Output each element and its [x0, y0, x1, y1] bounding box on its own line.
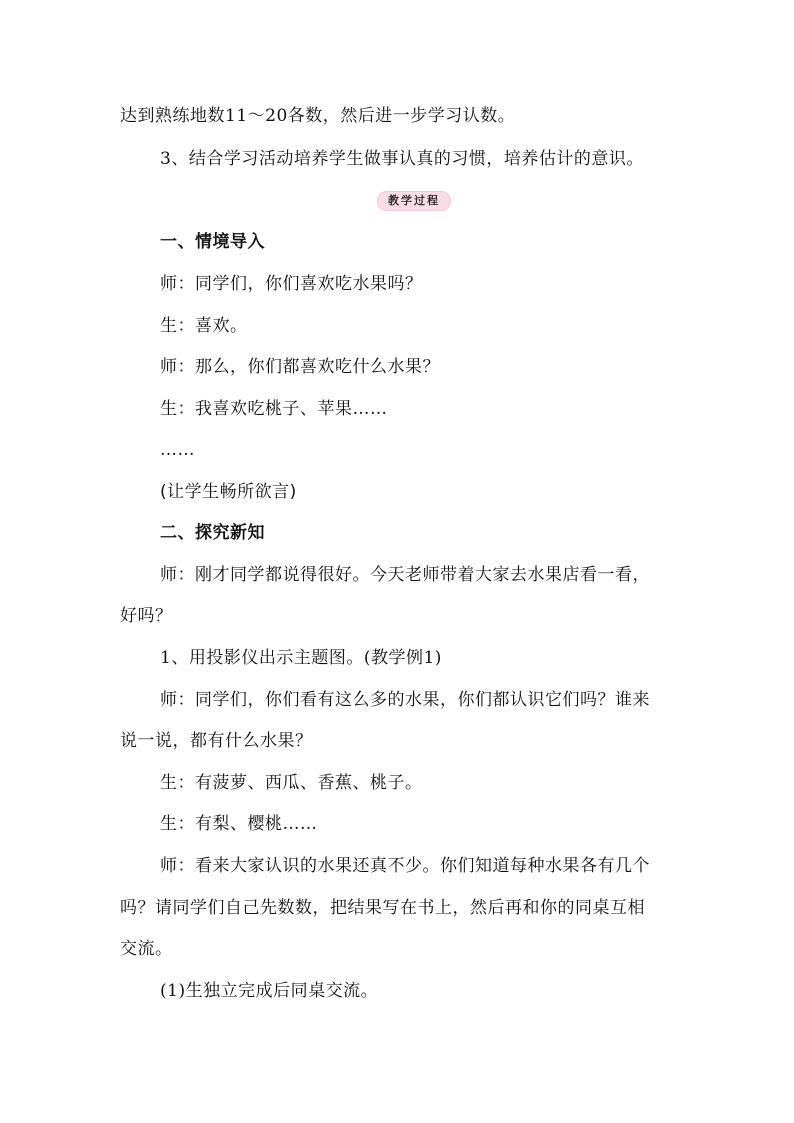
paragraph-line: 吗？请同学们自己先数数，把结果写在书上，然后再和你的同桌互相 — [120, 898, 645, 918]
section-badge — [377, 191, 451, 211]
paragraph-line: 达到熟练地数11～20各数，然后进一步学习认数。 — [120, 106, 516, 126]
dialogue-line: 师：同学们，你们喜欢吃水果吗？ — [160, 274, 423, 294]
objective-3: 3、结合学习活动培养学生做事认真的习惯，培养估计的意识。 — [160, 149, 644, 169]
paragraph-line: 好吗？ — [120, 606, 173, 626]
paragraph-line: 说一说，都有什么水果？ — [120, 731, 313, 751]
paragraph-line: 师：看来大家认识的水果还真不少。你们知道每种水果各有几个 — [160, 856, 650, 876]
section-badge-label: 教学过程 — [388, 194, 440, 207]
paragraph-line: 师：刚才同学都说得很好。今天老师带着大家去水果店看一看， — [160, 565, 650, 585]
paragraph-line: 1、用投影仪出示主题图。(教学例1) — [160, 648, 442, 668]
section-heading-explore: 二、探究新知 — [160, 523, 265, 543]
dialogue-line: 生：我喜欢吃桃子、苹果…… — [160, 399, 388, 419]
paragraph-line: 生：有梨、樱桃…… — [160, 814, 318, 834]
dialogue-line: 生：喜欢。 — [160, 316, 248, 336]
dialogue-line: 师：那么，你们都喜欢吃什么水果？ — [160, 357, 440, 377]
ellipsis-line: …… — [160, 440, 195, 460]
paragraph-line: 生：有菠萝、西瓜、香蕉、桃子。 — [160, 773, 423, 793]
paragraph-line: 交流。 — [120, 939, 173, 959]
section-heading-intro: 一、情境导入 — [160, 232, 265, 252]
paragraph-line: 师：同学们，你们看有这么多的水果，你们都认识它们吗？谁来 — [160, 690, 650, 710]
teacher-note: (让学生畅所欲言) — [160, 482, 297, 502]
paragraph-line: (1)生独立完成后同桌交流。 — [160, 981, 379, 1001]
